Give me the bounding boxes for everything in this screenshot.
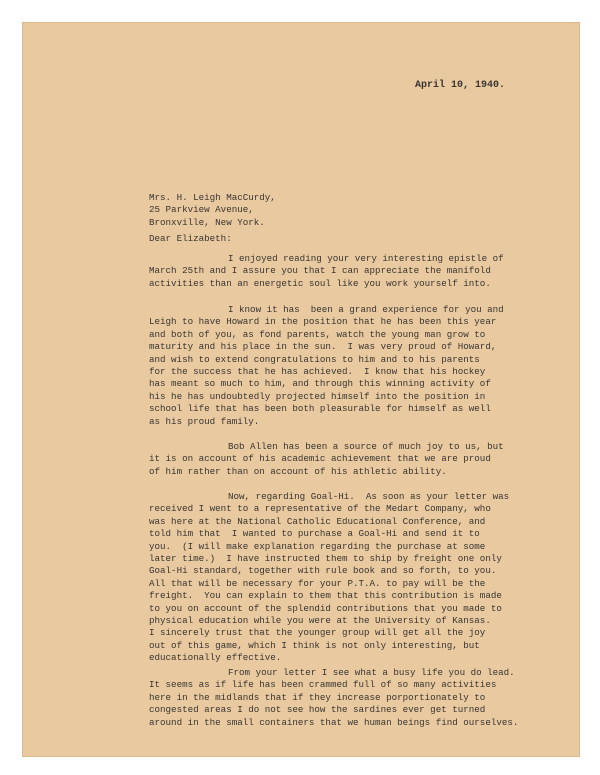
address-line: 25 Parkview Avenue,	[149, 204, 254, 216]
text-line: Leigh to have Howard in the position that he has been this year	[149, 316, 497, 328]
text-line: I sincerely trust that the younger group will get all the joy	[149, 627, 486, 639]
letter-date: April 10, 1940.	[415, 80, 506, 91]
text-line: has meant so much to him, and through this winning activity of	[149, 378, 491, 390]
text-line: freight. You can explain to them that this contribution is made	[149, 590, 502, 602]
paragraph-1	[149, 253, 569, 290]
text-line: Bob Allen has been a source of much joy to us, but	[228, 441, 504, 452]
text-line: Now, regarding Goal-Hi. As soon as your letter was	[228, 491, 510, 502]
text-line: physical education while you were at the University of Kansas.	[149, 615, 491, 627]
text-line: his he has undoubtedly projected himself into the position in	[149, 390, 486, 402]
text-line: it is on account of his academic achievement that we are proud	[149, 453, 491, 465]
address-line: Mrs. H. Leigh MacCurdy,	[149, 192, 276, 203]
text-line: school life that has been both pleasurable for himself as well	[149, 403, 491, 415]
text-line: and wish to extend congratulations to him and to his parents	[149, 353, 480, 365]
text-line: of him rather than on account of his athletic ability.	[149, 465, 447, 477]
text-line: you. (I will make explanation regarding the purchase at some	[149, 540, 486, 552]
text-line: Goal-Hi standard, together with rule book and so forth, to you.	[149, 565, 497, 577]
text-line: I know it has been a grand experience for you and	[228, 304, 504, 315]
text-line: later time.) I have instructed them to ship by freight one only	[149, 553, 502, 565]
text-line: out of this game, which I think is not only interesting, but	[149, 639, 480, 651]
text-line: From your letter I see what a busy life you do lead.	[228, 667, 515, 678]
text-line: It seems as if life has been crammed full of so many activities	[149, 679, 497, 691]
text-line: All that will be necessary for your P.T.A. to pay will be the	[149, 577, 486, 589]
text-line: and both of you, as fond parents, watch the young man grow to	[149, 328, 486, 340]
text-line: I enjoyed reading your very interesting epistle of	[228, 253, 504, 264]
paragraph-2	[149, 304, 569, 428]
text-line: for the success that he has achieved. I know that his hockey	[149, 366, 486, 378]
text-line: as his proud family.	[149, 415, 260, 427]
text-line: here in the midlands that if they increase porportionately to	[149, 691, 486, 703]
text-line: maturity and his place in the sun. I was very proud of Howard,	[149, 341, 497, 353]
text-line: received I went to a representative of the Medart Company, who	[149, 503, 491, 515]
text-line: to you on account of the splendid contributions that you made to	[149, 602, 502, 614]
recipient-address	[149, 192, 276, 229]
paragraph-5	[149, 667, 569, 729]
text-line: around in the small containers that we human beings find ourselves.	[149, 716, 519, 728]
text-line: was here at the National Catholic Educational Conference, and	[149, 515, 486, 527]
salutation: Dear Elizabeth:	[149, 233, 232, 244]
text-line: congested areas I do not see how the sardines ever get turned	[149, 704, 486, 716]
text-line: March 25th and I assure you that I can appreciate the manifold	[149, 265, 491, 277]
text-line: told him that I wanted to purchase a Goal-Hi and send it to	[149, 528, 480, 540]
paragraph-3	[149, 441, 569, 478]
text-line: educationally effective.	[149, 652, 282, 664]
paragraph-4	[149, 491, 569, 665]
address-line: Bronxville, New York.	[149, 216, 265, 228]
text-line: activities than an energetic soul like you work yourself into.	[149, 277, 491, 289]
